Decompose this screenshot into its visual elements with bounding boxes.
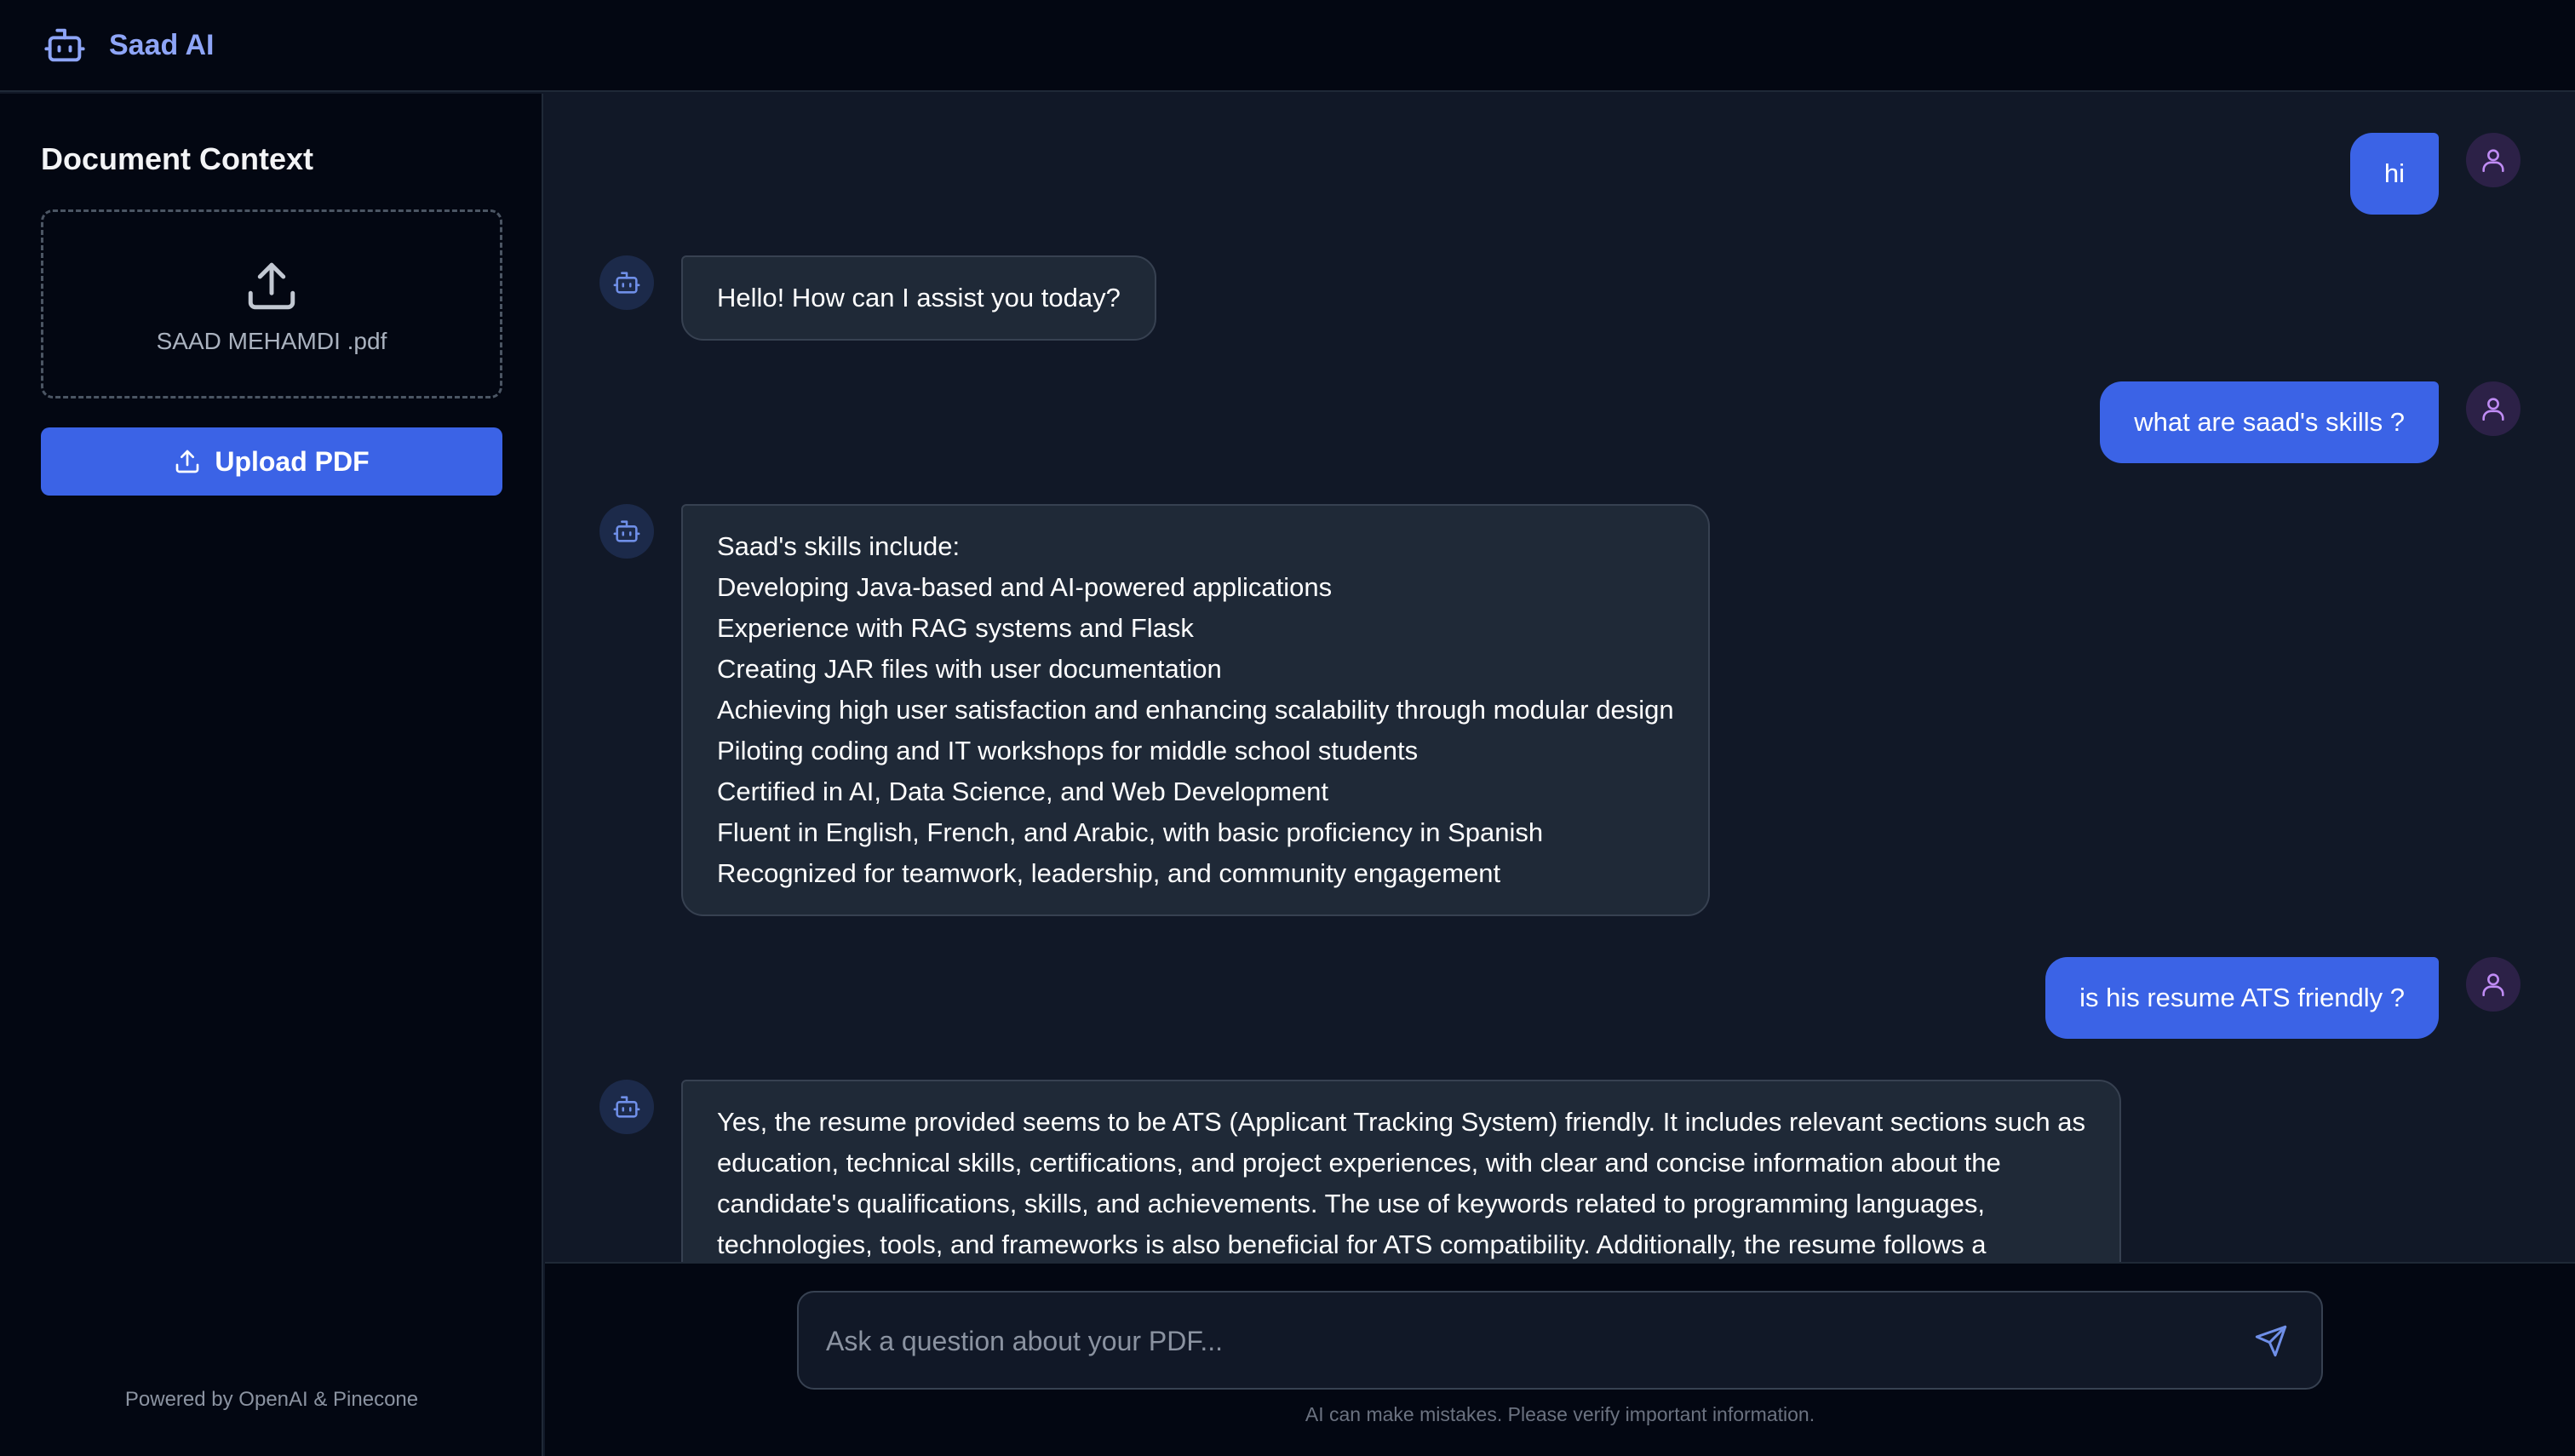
assistant-avatar [599,1080,654,1134]
message-line: Certified in AI, Data Science, and Web Development [717,777,1328,806]
user-icon [2479,970,2508,999]
message-text: is his resume ATS friendly ? [2079,983,2405,1012]
chat-area[interactable] [545,94,2575,1262]
send-icon [2254,1324,2288,1358]
user-avatar [2466,957,2521,1012]
message-text: what are saad's skills ? [2134,407,2405,437]
user-icon [2479,394,2508,423]
app-header [0,0,2575,92]
send-button[interactable] [2251,1321,2291,1361]
sidebar [0,94,543,1456]
user-icon [2479,146,2508,175]
uploaded-file-name: SAAD MEHAMDI .pdf [156,328,387,354]
message-line: Creating JAR files with user documentation [717,654,1222,684]
message-line: technologies, tools, and frameworks is also beneficial for ATS compatibility. Additionally, the resume follows a [717,1230,1987,1259]
bot-icon [43,23,87,67]
bot-icon [612,1092,641,1121]
upload-icon [244,258,300,314]
composer [545,1262,2575,1456]
assistant-avatar [599,504,654,559]
bot-icon [612,268,641,297]
user-avatar [2466,133,2521,187]
assistant-avatar [599,255,654,310]
user-message [2100,381,2439,463]
upload-icon [174,448,215,475]
message-line: Hello! How can I assist you today? [717,283,1121,312]
user-avatar [2466,381,2521,436]
upload-pdf-label: Upload PDF [215,445,370,477]
message-line: Saad's skills include: [717,531,961,561]
message-line: candidate's qualifications, skills, and achievements. The use of keywords related to programming languages, [717,1189,1985,1218]
pdf-dropzone[interactable] [41,209,502,398]
disclaimer-text: AI can make mistakes. Please verify important information. [1305,1403,1815,1425]
user-message [2350,133,2439,215]
bot-icon [612,517,641,546]
message-line: Experience with RAG systems and Flask [717,613,1194,643]
message-line: Fluent in English, French, and Arabic, with basic proficiency in Spanish [717,817,1544,847]
question-input-box [797,1291,2323,1390]
powered-by-footer: Powered by OpenAI & Pinecone [124,1388,419,1411]
assistant-message [681,1080,2121,1262]
message-line: Recognized for teamwork, leadership, and community engagement [717,858,1501,888]
message-line: education, technical skills, certifications, and project experiences, with clear and concise information about the [717,1148,2001,1178]
assistant-message [681,255,1156,341]
user-message [2045,957,2439,1039]
upload-pdf-button[interactable] [41,427,502,496]
app-title: Saad AI [109,28,215,61]
sidebar-title: Document Context [41,141,314,176]
question-input[interactable] [826,1318,2188,1364]
message-text: hi [2383,158,2405,188]
assistant-message [681,504,1710,916]
message-line: Yes, the resume provided seems to be ATS (Applicant Tracking System) friendly. It includes relevant sections such as [717,1107,2086,1137]
message-line: Developing Java-based and AI-powered applications [717,572,1333,602]
message-line: Achieving high user satisfaction and enhancing scalability through modular design [717,695,1674,725]
message-line: Piloting coding and IT workshops for middle school students [717,736,1419,765]
